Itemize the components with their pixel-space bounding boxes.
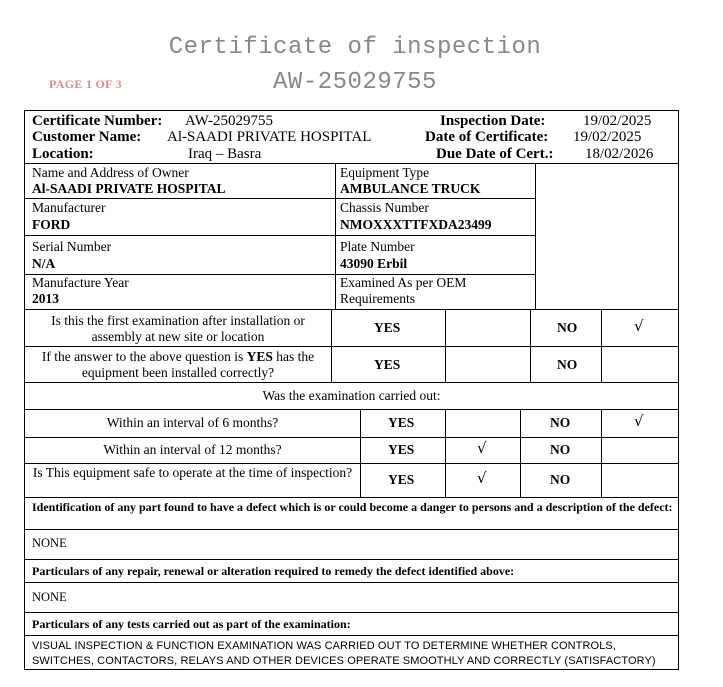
divider xyxy=(25,309,678,310)
yes-label: YES xyxy=(388,415,415,430)
divider xyxy=(25,612,678,613)
divider xyxy=(25,559,678,560)
check-mark-icon: √ xyxy=(477,469,487,487)
divider xyxy=(25,235,535,236)
divider xyxy=(25,463,678,464)
chassis-value: NMOXXXTTFXDA23499 xyxy=(340,217,492,232)
question-text-part: If the answer to the above question is xyxy=(41,349,247,364)
exam-heading: Was the examination carried out: xyxy=(262,388,441,403)
question-installed-correctly xyxy=(29,349,327,381)
date-of-certificate: 19/02/2025 xyxy=(573,129,642,145)
divider xyxy=(25,198,535,199)
question-safe-to-operate: Is This equipment safe to operate at the time of inspection? xyxy=(32,465,353,480)
question-text-part: has the equipment been installed correctly? xyxy=(81,349,315,380)
yes-label: YES xyxy=(374,357,401,372)
document-title: Certificate of inspection xyxy=(168,34,542,61)
examined-line1: Examined As per OEM xyxy=(340,275,467,290)
divider xyxy=(25,409,678,410)
divider xyxy=(530,309,531,382)
date-of-certificate-label: Date of Certificate: xyxy=(425,129,549,145)
divider xyxy=(25,437,678,438)
due-date: 18/02/2026 xyxy=(585,146,654,162)
serial-label: Serial Number xyxy=(32,239,112,254)
divider xyxy=(25,382,678,383)
divider xyxy=(445,409,446,497)
manufacturer-value: FORD xyxy=(32,217,71,232)
question-6-months: Within an interval of 6 months? xyxy=(106,415,279,430)
repair-value: NONE xyxy=(32,590,67,604)
yes-label: YES xyxy=(388,442,415,457)
check-mark-icon: √ xyxy=(634,317,644,335)
divider xyxy=(601,409,602,497)
divider xyxy=(520,409,521,497)
manufacturer-label: Manufacturer xyxy=(32,200,106,215)
divider xyxy=(25,346,678,347)
divider xyxy=(445,309,446,382)
inspection-date: 19/02/2025 xyxy=(583,113,652,129)
divider xyxy=(25,582,678,583)
divider xyxy=(535,163,536,309)
year-label: Manufacture Year xyxy=(32,275,129,290)
divider xyxy=(360,409,361,497)
cert-number-label: Certificate Number: xyxy=(32,113,163,129)
defect-value: NONE xyxy=(32,536,67,550)
tests-value: VISUAL INSPECTION & FUNCTION EXAMINATION WAS CARRIED OUT TO DETERMINE WHETHER CONTROLS, SWITCHES, CONTACTORS, RELAYS AND OTHER DEVICES OPERATE SMOOTHLY AND CORRECTLY (SATISFACTORY) xyxy=(32,640,656,667)
yes-label: YES xyxy=(388,472,415,487)
location-label: Location: xyxy=(32,146,94,162)
no-label: NO xyxy=(557,357,578,372)
no-label: NO xyxy=(550,415,571,430)
chassis-label: Chassis Number xyxy=(340,200,429,215)
divider xyxy=(335,163,336,309)
location: Iraq – Basra xyxy=(188,146,262,162)
page-indicator: PAGE 1 OF 3 xyxy=(49,77,122,91)
customer-label: Customer Name: xyxy=(32,129,142,145)
divider xyxy=(25,497,678,498)
equipment-type-label: Equipment Type xyxy=(340,165,430,180)
question-text-emphasis: YES xyxy=(246,349,273,364)
owner-label: Name and Address of Owner xyxy=(32,165,189,180)
plate-value: 43090 Erbil xyxy=(340,256,408,271)
check-mark-icon: √ xyxy=(477,439,487,457)
divider xyxy=(331,309,332,382)
plate-label: Plate Number xyxy=(340,239,415,254)
certificate-table xyxy=(24,110,679,670)
divider xyxy=(25,529,678,530)
no-label: NO xyxy=(550,442,571,457)
divider xyxy=(25,163,678,164)
cert-number: AW-25029755 xyxy=(185,113,273,129)
year-value: 2013 xyxy=(32,291,59,306)
divider xyxy=(601,309,602,382)
no-label: NO xyxy=(550,472,571,487)
no-label: NO xyxy=(557,320,578,335)
certificate-id-title: AW-25029755 xyxy=(273,69,437,96)
inspection-date-label: Inspection Date: xyxy=(440,113,546,129)
tests-label: Particulars of any tests carried out as part of the examination: xyxy=(32,617,351,631)
owner-value: Al-SAADI PRIVATE HOSPITAL xyxy=(32,181,226,196)
customer-name: Al-SAADI PRIVATE HOSPITAL xyxy=(167,129,372,145)
repair-label: Particulars of any repair, renewal or alteration required to remedy the defect identified above: xyxy=(32,564,515,578)
examined-line2: Requirements xyxy=(340,291,415,306)
question-12-months: Within an interval of 12 months? xyxy=(103,442,282,457)
check-mark-icon: √ xyxy=(634,412,644,430)
yes-label: YES xyxy=(374,320,401,335)
due-date-label: Due Date of Cert.: xyxy=(436,146,554,162)
divider xyxy=(25,635,678,636)
question-first-examination: Is this the first examination after installation or assembly at new site or location xyxy=(51,313,305,344)
serial-value: N/A xyxy=(32,256,56,271)
equipment-type-value: AMBULANCE TRUCK xyxy=(340,181,481,196)
defect-label: Identification of any part found to have a defect which is or could become a danger to persons and a description of the defect: xyxy=(32,500,673,514)
